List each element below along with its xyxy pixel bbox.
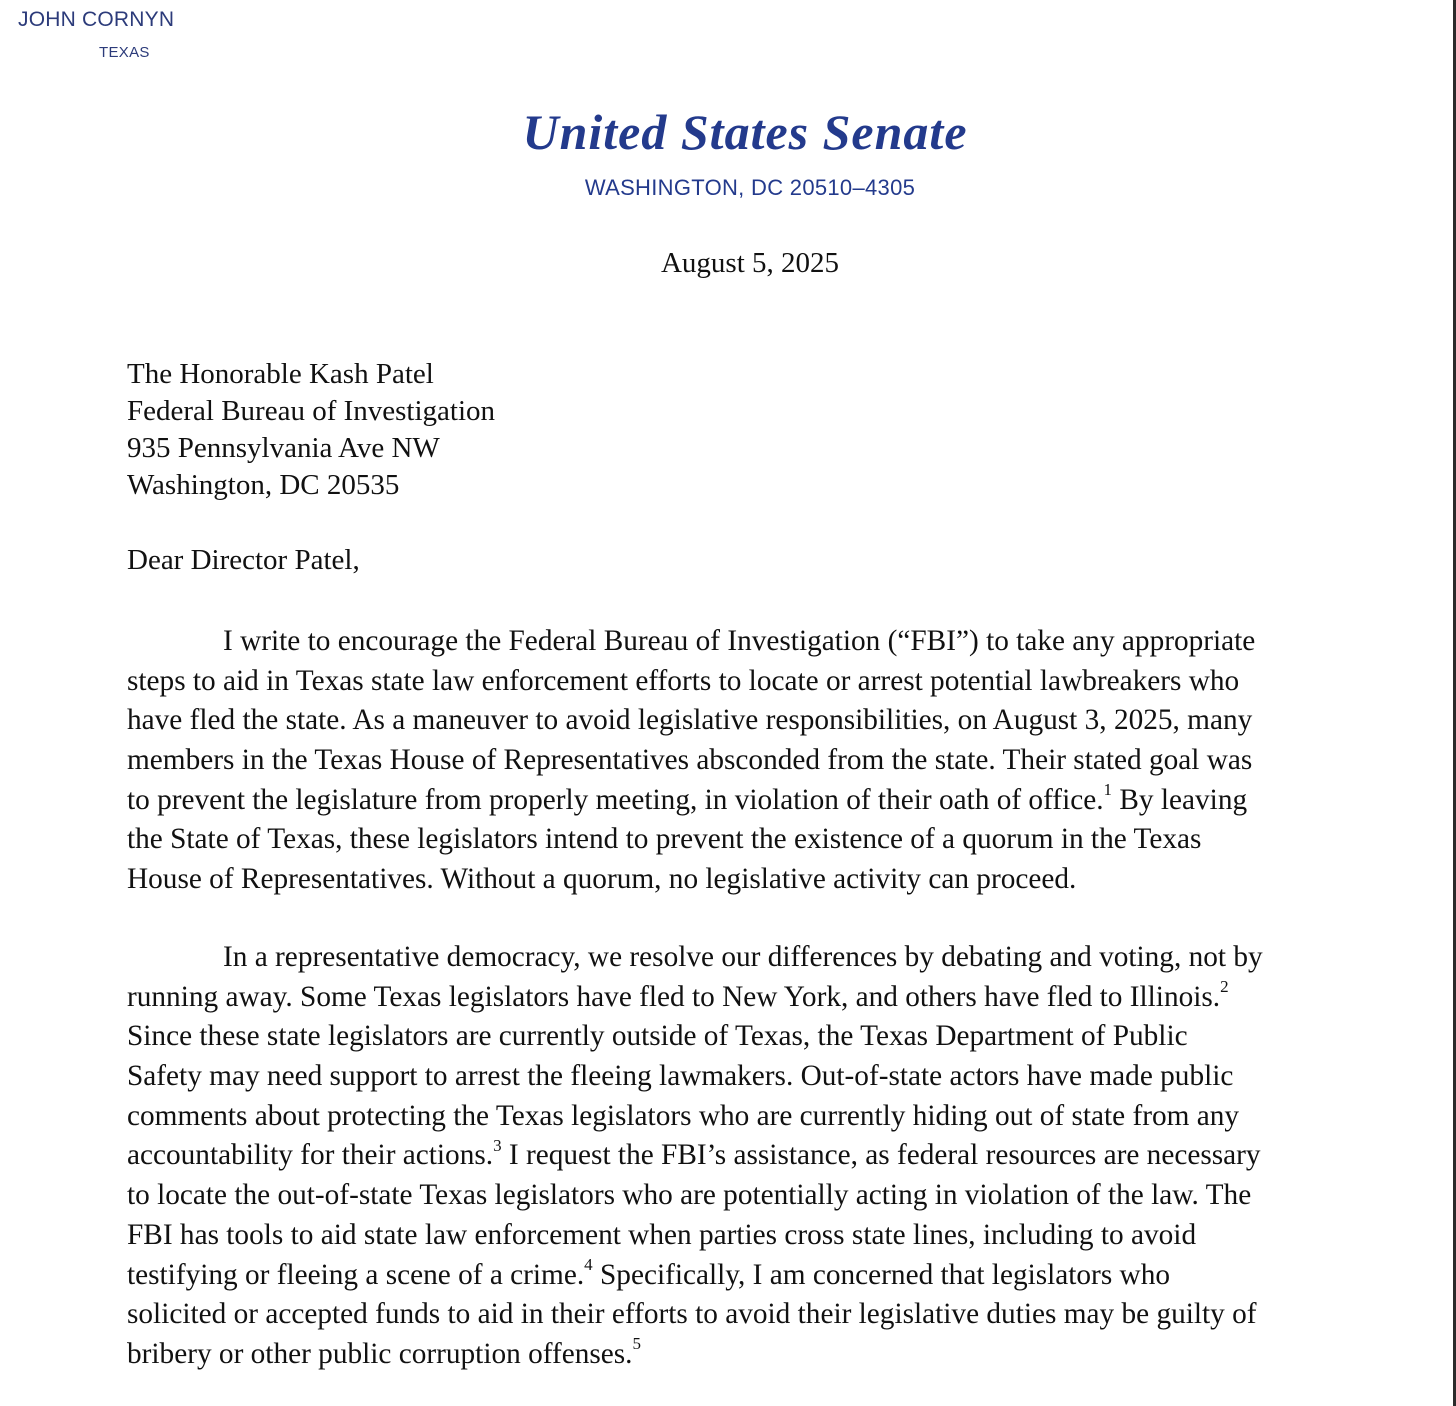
paragraph-line: to prevent the legislature from properly meeting, in violation of their oath of office.$^1$ By leaving: [127, 779, 1248, 816]
salutation: Dear Director Patel,: [127, 544, 360, 576]
letterhead-title: United States Senate: [522, 104, 968, 160]
recipient-line: 935 Pennsylvania Ave NW: [127, 432, 440, 464]
footnote-marker: 4: [584, 1254, 593, 1274]
letter-date: August 5, 2025: [660, 247, 840, 279]
footnote-marker: 1: [1103, 779, 1113, 799]
paragraph-line: Since these state legislators are currently outside of Texas, the Texas Department of Public: [127, 1020, 1188, 1053]
paragraph-line: to locate the out-of-state Texas legislators who are potentially acting in violation of the law. The: [127, 1179, 1252, 1212]
footnote-marker: 5: [632, 1334, 641, 1354]
body-paragraph-2: [127, 938, 1387, 1375]
recipient-line: Federal Bureau of Investigation: [127, 395, 496, 427]
recipient-line: The Honorable Kash Patel: [127, 358, 434, 390]
recipient-line: Washington, DC 20535: [127, 469, 400, 501]
letterhead-address: WASHINGTON, DC 20510–4305: [584, 175, 916, 200]
paragraph-line: steps to aid in Texas state law enforcement efforts to locate or arrest potential lawbreakers who: [127, 664, 1240, 697]
paragraph-line: have fled the state. As a maneuver to avoid legislative responsibilities, on August 3, 2025, many: [127, 704, 1253, 737]
paragraph-line: running away. Some Texas legislators have fled to New York, and others have fled to Illinois.$^2$: [127, 976, 1229, 1013]
paragraph-line: comments about protecting the Texas legislators who are currently hiding out of state from any: [127, 1099, 1240, 1132]
paragraph-line: bribery or other public corruption offenses.$^5$: [127, 1334, 641, 1370]
paragraph-line: testifying or fleeing a scene of a crime.$^4$ Specifically, I am concerned that legislators who: [127, 1254, 1170, 1291]
paragraph-line: accountability for their actions.$^3$ I request the FBI’s assistance, as federal resources are necessary: [127, 1135, 1261, 1172]
body-paragraph-1: [127, 622, 1387, 900]
paragraph-line: I write to encourage the Federal Bureau of Investigation (“FBI”) to take any appropriate: [223, 625, 1256, 657]
paragraph-line: FBI has tools to aid state law enforcement when parties cross state lines, including to avoid: [127, 1218, 1197, 1251]
paragraph-line: the State of Texas, these legislators intend to prevent the existence of a quorum in the Texas: [127, 823, 1202, 856]
footnote-marker: 3: [493, 1135, 502, 1155]
footnote-marker: 2: [1220, 976, 1229, 996]
senator-state: TEXAS: [99, 44, 150, 61]
senator-name: JOHN CORNYN: [18, 8, 175, 31]
paragraph-line: In a representative democracy, we resolve our differences by debating and voting, not by: [223, 941, 1263, 973]
paragraph-line: Safety may need support to arrest the fleeing lawmakers. Out-of-state actors have made public: [127, 1060, 1234, 1093]
recipient-block: [127, 356, 495, 504]
paragraph-line: solicited or accepted funds to aid in their efforts to avoid their legislative duties may be guilty of: [127, 1298, 1257, 1331]
paragraph-line: members in the Texas House of Representatives absconded from the state. Their stated goal was: [127, 744, 1253, 777]
paragraph-line: House of Representatives. Without a quorum, no legislative activity can proceed.: [127, 863, 1077, 896]
